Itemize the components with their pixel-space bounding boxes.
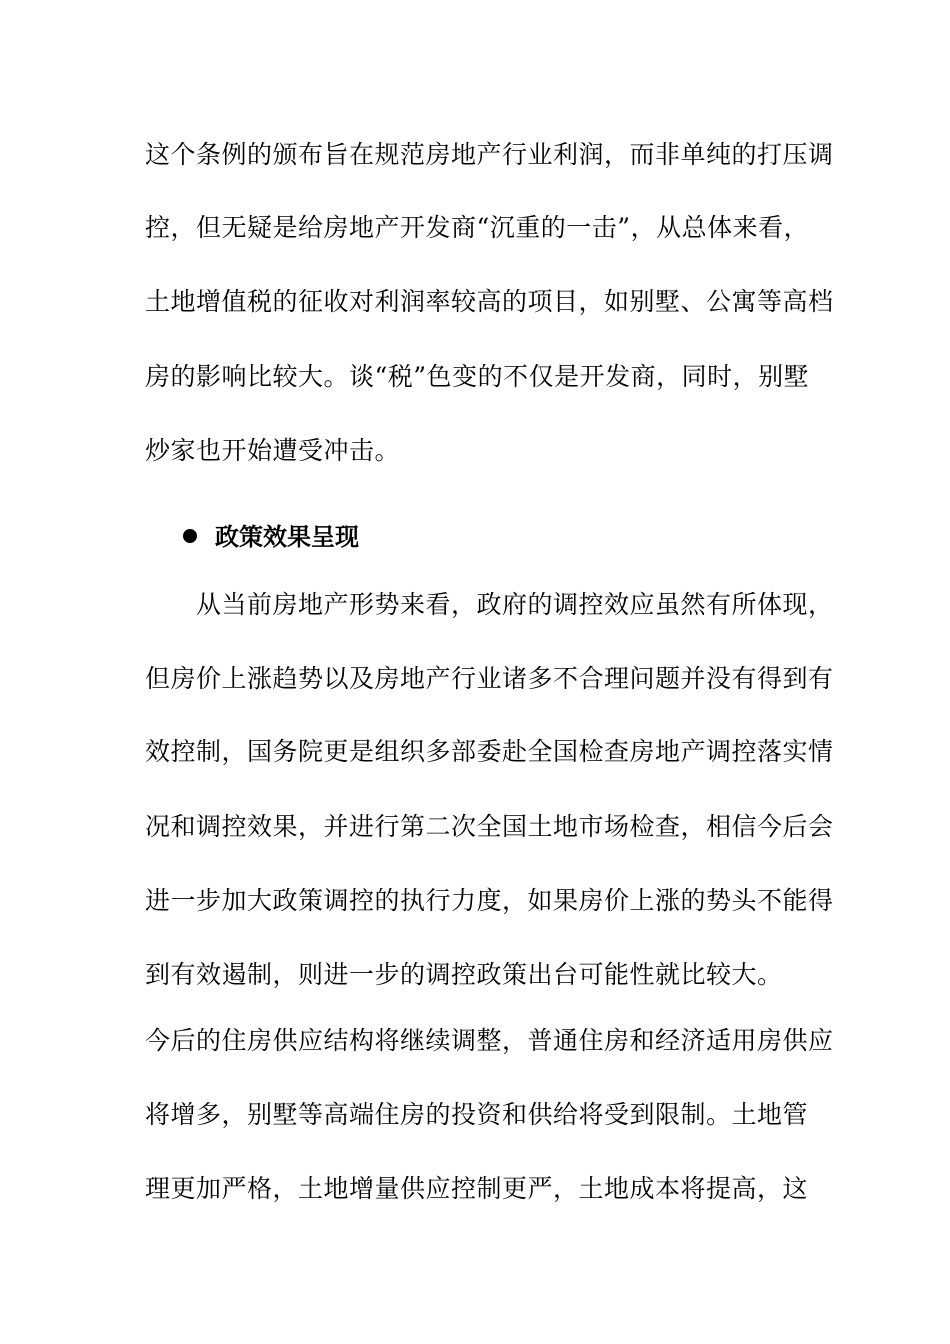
paragraph-2-line-6: 到有效遏制，则进一步的调控政策出台可能性就比较大。 — [145, 960, 783, 989]
paragraph-3-line-1: 今后的住房供应结构将继续调整，普通住房和经济适用房供应 — [145, 1026, 834, 1055]
paragraph-1-line-2: 控，但无疑是给房地产开发商“沉重的一击”，从总体来看， — [145, 213, 810, 242]
paragraph-1-line-5: 炒家也开始遭受冲击。 — [145, 436, 401, 465]
paragraph-1-line-4: 房的影响比较大。谈“税”色变的不仅是开发商，同时，别墅 — [145, 362, 810, 391]
paragraph-3-line-3: 理更加严格，土地增量供应控制更严，土地成本将提高，这 — [145, 1174, 809, 1203]
section-heading-text: 政策效果呈现 — [215, 523, 359, 551]
paragraph-2-line-5: 进一步加大政策调控的执行力度，如果房价上涨的势头不能得 — [145, 886, 834, 915]
paragraph-2-line-1: 从当前房地产形势来看，政府的调控效应虽然有所体现， — [196, 590, 834, 619]
paragraph-3-line-2: 将增多，别墅等高端住房的投资和供给将受到限制。土地管 — [145, 1100, 809, 1129]
paragraph-1-line-1: 这个条例的颁布旨在规范房地产行业利润，而非单纯的打压调 — [145, 140, 834, 169]
paragraph-2-line-4: 况和调控效果，并进行第二次全国土地市场检查，相信今后会 — [145, 812, 834, 841]
section-heading — [183, 520, 583, 554]
paragraph-1-line-3: 土地增值税的征收对利润率较高的项目，如别墅、公寓等高档 — [145, 287, 834, 316]
paragraph-2-line-2: 但房价上涨趋势以及房地产行业诸多不合理问题并没有得到有 — [145, 664, 834, 693]
paragraph-2-line-3: 效控制，国务院更是组织多部委赴全国检查房地产调控落实情 — [145, 737, 834, 766]
bullet-icon — [183, 529, 197, 543]
